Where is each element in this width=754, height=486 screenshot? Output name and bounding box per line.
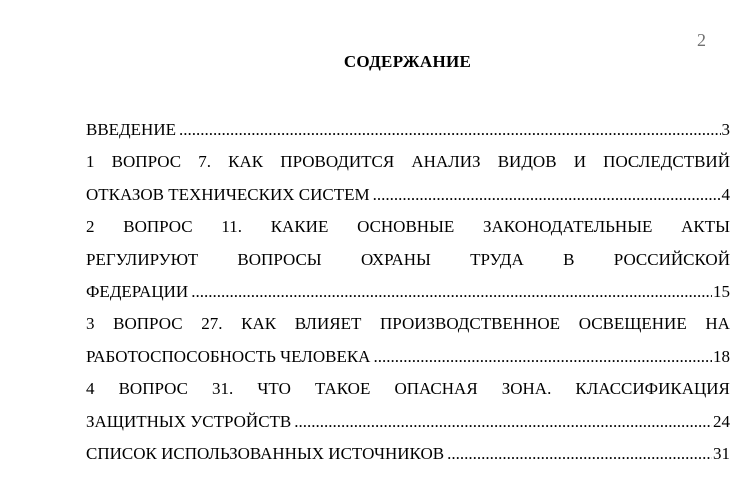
toc-entry-line [86,211,730,243]
toc-word: ВЛИЯЕТ [294,314,362,334]
toc-word: ТРУДА [470,249,524,269]
page-number: 2 [697,30,706,50]
toc-word: ВОПРОС [123,217,193,237]
toc-word: КАК [228,152,264,172]
toc-word: ОСНОВНЫЕ [357,217,455,237]
toc-word: ОХРАНЫ [360,249,431,269]
toc-word: В [563,249,575,269]
toc-entry-line [86,244,730,276]
toc-entry-label: СПИСОК ИСПОЛЬЗОВАННЫХ ИСТОЧНИКОВ [86,444,445,464]
toc-word: АКТЫ [681,217,730,237]
toc-word: ОПАСНАЯ [394,379,478,399]
toc-word: ПОСЛЕДСТВИЙ [603,152,730,172]
dot-leader [447,438,712,470]
toc-word: ЗОНА. [501,379,552,399]
toc-entry-question-27[interactable] [86,308,730,373]
toc-word: И [573,152,586,172]
toc-entry-line [86,341,730,373]
toc-word: РОССИЙСКОЙ [613,249,730,269]
toc-word: ВОПРОСЫ [237,249,322,269]
dot-leader [294,406,712,438]
toc-entry-line [86,308,730,340]
toc-entry-line [86,276,730,308]
toc-entry-page: 4 [721,184,730,204]
toc-word: ВОПРОС [111,152,182,172]
toc-entry-line [86,438,730,470]
table-of-contents [86,114,730,470]
toc-entry-page: 15 [713,282,730,302]
toc-entry-label: ОТКАЗОВ ТЕХНИЧЕСКИХ СИСТЕМ [86,184,370,204]
toc-entry-introduction[interactable] [86,114,730,146]
toc-word: АНАЛИЗ [411,152,481,172]
toc-entry-page: 18 [713,346,730,366]
toc-entry-label: ФЕДЕРАЦИИ [86,282,189,302]
toc-word: 3 [86,314,95,334]
dot-leader [179,114,721,146]
toc-word: 11. [221,217,242,237]
toc-word: 31. [212,379,234,399]
toc-word: КАКИЕ [270,217,329,237]
toc-word: ЗАКОНОДАТЕЛЬНЫЕ [483,217,653,237]
toc-entry-line [86,373,730,405]
toc-word: ВИДОВ [497,152,557,172]
toc-word: ТАКОЕ [314,379,371,399]
toc-title: СОДЕРЖАНИЕ [343,52,472,71]
toc-entry-page: 3 [721,120,730,139]
toc-entry-label: РАБОТОСПОСОБНОСТЬ ЧЕЛОВЕКА [86,346,371,366]
toc-entry-question-11[interactable] [86,211,730,308]
toc-word: 7. [198,152,211,172]
toc-word: ВОПРОС [113,314,183,334]
toc-word: 4 [86,379,95,399]
toc-word: КАК [241,314,277,334]
toc-entry-label: ЗАЩИТНЫХ УСТРОЙСТВ [86,411,292,431]
toc-word: ПРОИЗВОДСТВЕННОЕ [380,314,561,334]
toc-word: ВОПРОС [118,379,188,399]
toc-word: ЧТО [257,379,291,399]
toc-entry-line [86,114,730,146]
toc-word: РЕГУЛИРУЮТ [86,249,199,269]
dot-leader [191,276,712,308]
toc-entry-references[interactable] [86,438,730,470]
toc-word: НА [705,314,730,334]
toc-entry-question-7[interactable] [86,146,730,211]
toc-entry-line [86,406,730,438]
dot-leader [373,179,721,211]
dot-leader [373,341,712,373]
toc-entry-page: 24 [713,411,730,431]
toc-word: ПРОВОДИТСЯ [280,152,395,172]
toc-entry-line [86,146,730,178]
toc-word: 1 [86,152,95,172]
toc-word: 2 [86,217,95,237]
toc-word: ОСВЕЩЕНИЕ [578,314,687,334]
toc-word: 27. [201,314,223,334]
toc-entry-label: ВВЕДЕНИЕ [86,120,176,139]
toc-word: КЛАССИФИКАЦИЯ [575,379,730,399]
toc-entry-line [86,179,730,211]
toc-entry-page: 31 [713,444,730,464]
toc-entry-question-31[interactable] [86,373,730,438]
